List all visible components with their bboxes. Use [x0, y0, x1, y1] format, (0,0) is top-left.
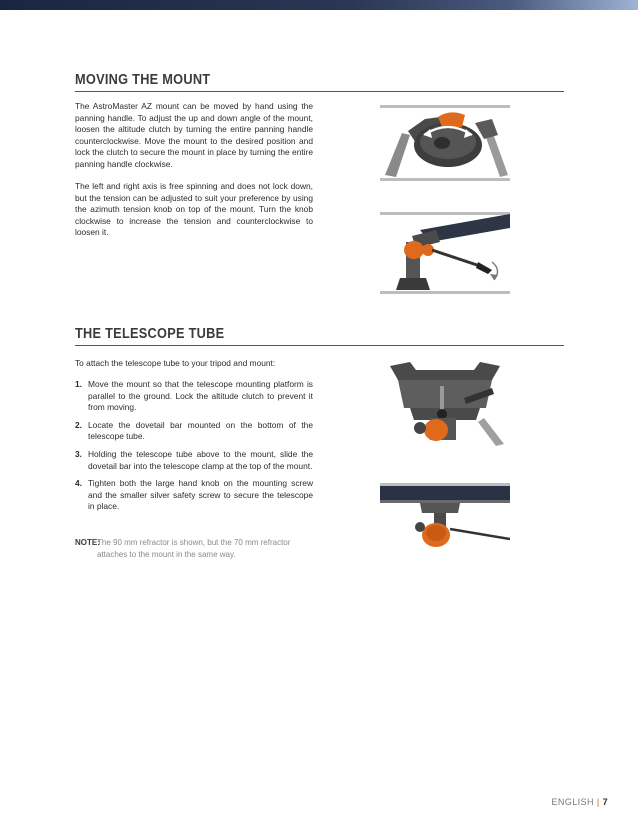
list-item [75, 420, 313, 443]
note-label: NOTE: [75, 538, 100, 547]
header-bar [0, 0, 638, 10]
photo-dovetail-clamp [380, 483, 510, 549]
list-item [75, 449, 313, 472]
section-title-telescope-tube: THE TELESCOPE TUBE [75, 326, 225, 342]
section-title-moving-the-mount: MOVING THE MOUNT [75, 72, 211, 88]
list-item [75, 379, 313, 414]
footer-separator: | [596, 797, 600, 807]
note [75, 537, 315, 560]
moving-mount-paragraph-2: The left and right axis is free spinning and does not lock down, but the tension can be adjusted to suit your preference by using the azimuth tension knob on top of the mount. Turn the knob clockwise to increase the tension and counterclockwise to loosen it. [75, 181, 313, 238]
moving-mount-paragraph-1: The AstroMaster AZ mount can be moved by hand using the panning handle. To adjust the up and down angle of the mount, loosen the altitude clutch by turning the entire panning handle counterclockwise. Move the mount to the desired position and lock the clutch to secure the mount in place by turning the entire panning handle clockwise. [75, 101, 313, 169]
step-text: Tighten both the large hand knob on the mounting screw and the smaller silver safety screw to secure the telescope in place. [88, 478, 313, 512]
section-rule [75, 91, 564, 92]
step-number: 3. [75, 448, 82, 459]
step-number: 2. [75, 419, 82, 430]
page-footer [552, 797, 608, 807]
section-rule [75, 345, 564, 346]
photo-mount-top [380, 105, 510, 181]
page-number: 7 [602, 797, 608, 807]
list-item [75, 478, 313, 513]
attach-steps-list [75, 379, 313, 519]
photo-mounting-platform [380, 358, 510, 448]
step-number: 4. [75, 478, 82, 489]
telescope-tube-intro: To attach the telescope tube to your tripod and mount: [75, 358, 276, 368]
footer-language: ENGLISH [551, 797, 594, 807]
note-text: The 90 mm refractor is shown, but the 70 mm refractor attaches to the mount in the same way. [97, 538, 291, 559]
photo-panning-handle [380, 212, 510, 294]
step-text: Move the mount so that the telescope mounting platform is parallel to the ground. Lock the altitude clutch to prevent it from moving. [88, 379, 313, 413]
step-number: 1. [75, 379, 82, 389]
step-text: Holding the telescope tube above to the mount, slide the dovetail bar into the telescope clamp at the top of the mount. [88, 448, 313, 471]
step-text: Locate the dovetail bar mounted on the bottom of the telescope tube. [88, 419, 313, 442]
